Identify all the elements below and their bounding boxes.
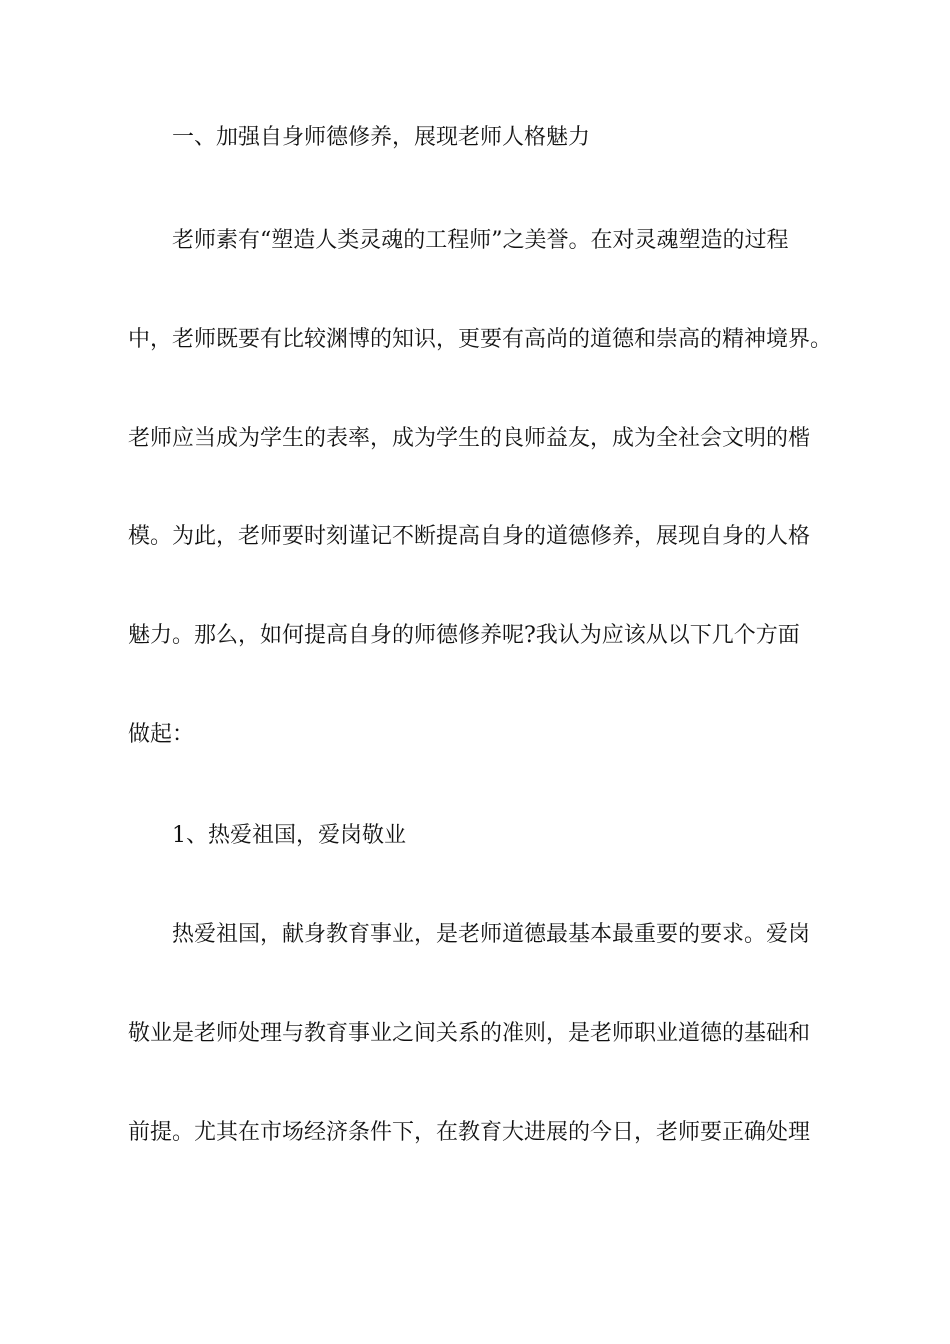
section-heading: 一、加强自身师德修养，展现老师人格魅力: [172, 125, 591, 150]
paragraph-line: 敬业是老师处理与教育事业之间关系的准则，是老师职业道德的基础和: [128, 1021, 811, 1046]
paragraph-line: 热爱祖国，献身教育事业，是老师道德最基本最重要的要求。爱岗: [172, 922, 811, 947]
paragraph-line: 魅力。那么，如何提高自身的师德修养呢?我认为应该从以下几个方面: [128, 623, 800, 648]
paragraph-line: 做起：: [128, 722, 195, 747]
paragraph-line: 模。为此，老师要时刻谨记不断提高自身的道德修养，展现自身的人格: [128, 524, 811, 549]
paragraph-line: 前提。尤其在市场经济条件下，在教育大进展的今日，老师要正确处理: [128, 1120, 811, 1145]
paragraph-line: 老师应当成为学生的表率，成为学生的良师益友，成为全社会文明的楷: [128, 426, 811, 451]
subsection-heading: 1、热爱祖国，爱岗敬业: [172, 823, 406, 848]
paragraph-line: 中，老师既要有比较渊博的知识，更要有高尚的道德和崇高的精神境界。: [128, 327, 833, 352]
paragraph-line: 老师素有“塑造人类灵魂的工程师”之美誉。在对灵魂塑造的过程: [172, 228, 789, 253]
